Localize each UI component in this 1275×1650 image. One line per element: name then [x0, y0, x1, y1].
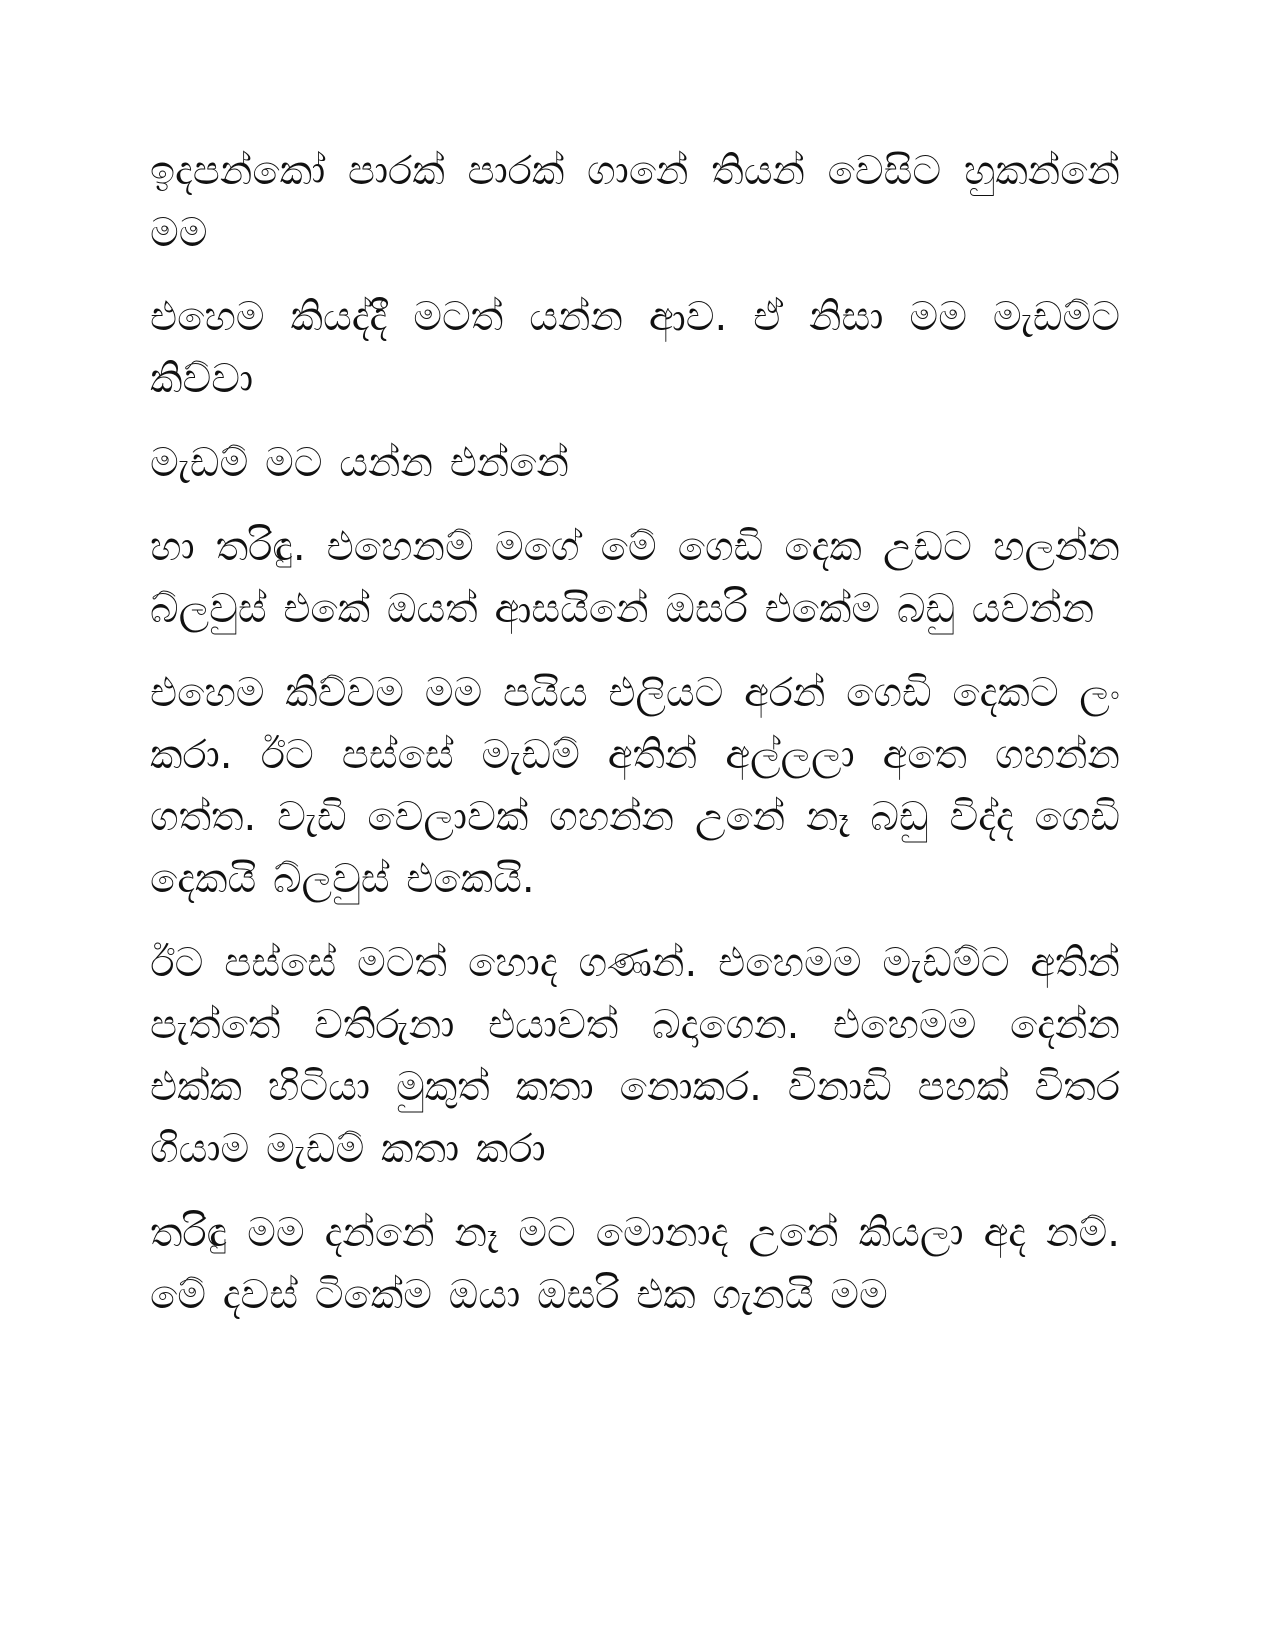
- paragraph-3: මැඩම් මට යන්න එන්නේ: [150, 440, 569, 486]
- paragraph-1: ඉදපන්කෝ පාරක් පාරක් ගානේ තියන් වෙසිට හුකන්නේ මම: [150, 148, 1120, 256]
- paragraph-2: එහෙම කියද්දී මටත් යන්න ආව. ඒ නිසා මම මැඩම්ට කිව්වා: [150, 294, 1120, 402]
- paragraph-6: ඊට පස්සේ මටත් හොද ගණන්. එහෙමම මැඩම්ට අතින් පැත්තේ වතිරුනා එයාවත් බදාගෙන. එහෙමම දෙන්න එක්ක හිටියා මුකුත් කතා නොකර. විනාඩි පහක් විතර ගියාම මැඩම් කතා කරා: [150, 940, 1120, 1172]
- paragraph-5: එහෙම කිව්වම මම පයිය එලියට අරන් ගෙඩි දෙකට ලං කරා. ඊට පස්සේ මැඩම් අතින් අල්ලලා අතෙ ගහන්න ගත්ත. වැඩි වෙලාවක් ගහන්න උනේ නෑ බඩු විද්ද ගෙඩි දෙකයි බ්ලවුස් එකෙයි.: [150, 670, 1120, 902]
- paragraph-4: හා තරිඳු. එහෙනම් මගේ මේ ගෙඩි දෙක උඩට හලන්න බ්ලවුස් එකේ ඔයත් ආසයිනේ ඔසරි එකේම බඩු යවන්න: [150, 524, 1120, 632]
- paragraph-7: තරිඳු මම දන්නේ නෑ මට මොනාද උනේ කියලා අද නම්. මේ දවස් ටිකේම ඔයා ඔසරි එක ගැනයි මම: [150, 1210, 1120, 1318]
- document-page: [150, 140, 1120, 1348]
